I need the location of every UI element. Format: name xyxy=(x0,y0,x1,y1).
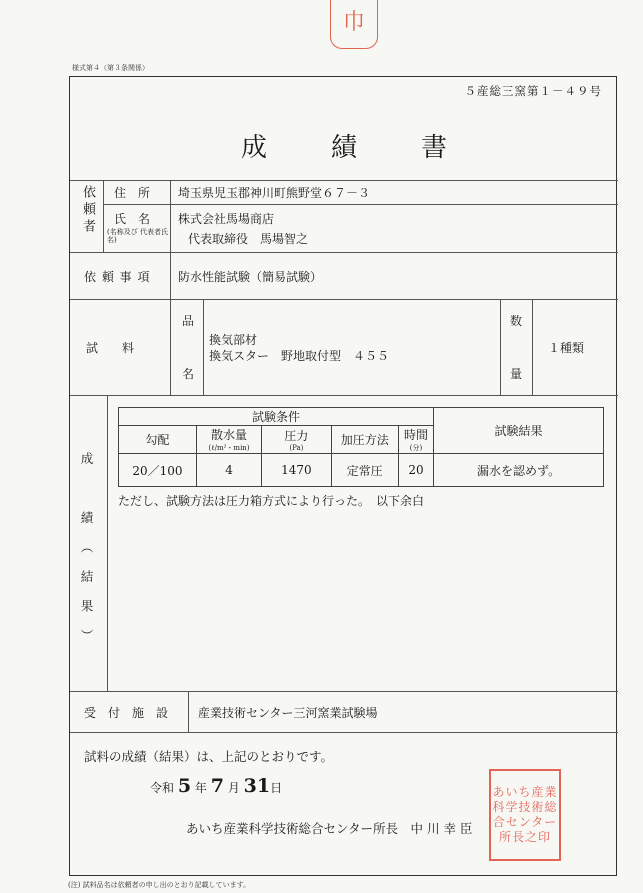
divider xyxy=(170,180,171,252)
divider xyxy=(70,395,618,396)
document-number: ５産総三窯第１－４９号 xyxy=(464,84,602,98)
representative-name: 代表取締役 馬場智之 xyxy=(188,232,309,246)
divider xyxy=(70,252,618,253)
result-value: 漏水を認めず。 xyxy=(434,454,604,487)
divider xyxy=(170,252,171,299)
divider xyxy=(103,204,618,205)
document-title xyxy=(70,127,618,164)
divider xyxy=(170,299,171,395)
reception-value: 産業技術センター三河窯業試験場 xyxy=(198,706,378,720)
sample-name-line2: 換気スター 野地取付型 ４５５ xyxy=(209,349,390,363)
divider xyxy=(70,732,618,733)
divider xyxy=(107,395,108,691)
reception-label: 受 付 施 設 xyxy=(84,706,169,720)
form-label: 様式第４（第３条関係） xyxy=(72,64,149,72)
table-cell: 4 xyxy=(196,454,261,487)
title-char: 成 xyxy=(240,133,267,163)
table-cell: 定常圧 xyxy=(331,454,398,487)
conditions-header: 試験条件 xyxy=(119,408,434,426)
address-label: 住 所 xyxy=(114,186,151,200)
column-header: 時間 (分) xyxy=(398,426,433,454)
results-section-label: 成 績（結果） xyxy=(79,452,94,659)
title-char: 書 xyxy=(421,133,448,163)
statement-text: 試料の成績（結果）は、上記のとおりです。 xyxy=(84,749,334,764)
quantity-value: １種類 xyxy=(548,341,585,355)
sample-mei: 名 xyxy=(182,367,195,381)
table-cell: 20 xyxy=(398,454,433,487)
company-name: 株式会社馬場商店 xyxy=(178,212,275,226)
divider xyxy=(103,180,104,252)
divider xyxy=(70,180,618,181)
address-value: 埼玉県児玉郡神川町熊野堂６７－３ xyxy=(178,186,371,200)
column-header: 圧力 (Pa) xyxy=(262,426,331,454)
title-char: 績 xyxy=(330,133,357,163)
divider xyxy=(70,299,618,300)
column-header: 勾配 xyxy=(119,426,197,454)
table-cell: 20／100 xyxy=(119,454,197,487)
results-note: ただし、試験方法は圧力箱方式により行った。 以下余白 xyxy=(118,494,425,508)
sample-name-line1: 換気部材 xyxy=(209,333,258,347)
requester-section-label: 依頼者 xyxy=(80,185,95,236)
column-header: 散水量 (ℓ/m²・min) xyxy=(196,426,261,454)
divider xyxy=(203,299,204,395)
official-seal-stamp: あいち産業 科学技術総 合センター 所長之印 xyxy=(489,769,561,861)
request-value: 防水性能試験（簡易試験） xyxy=(178,270,323,284)
request-label: 依 頼 事 項 xyxy=(84,270,151,284)
top-seal-stamp: 巾 xyxy=(330,0,378,49)
divider xyxy=(70,691,618,692)
sample-label: 試 料 xyxy=(86,341,135,355)
table-cell: 1470 xyxy=(262,454,331,487)
signatory: あいち産業科学技術総合センター所長 中 川 幸 臣 xyxy=(186,821,473,836)
test-results-table xyxy=(118,407,604,487)
issue-date: 令和 5 年 7 月 31日 xyxy=(150,775,283,797)
certificate-sheet xyxy=(69,76,617,876)
sample-hin: 品 xyxy=(182,314,195,328)
quantity-label-top: 数 xyxy=(510,314,523,328)
column-header: 加圧方法 xyxy=(331,426,398,454)
result-header: 試験結果 xyxy=(434,408,604,454)
name-sub-label: (名称及び 代表者氏名) xyxy=(107,228,168,244)
divider xyxy=(500,299,501,395)
name-label: 氏 名 xyxy=(114,212,151,226)
footnote: (注) 試料品名は依頼者の申し出のとおり記載しています。 xyxy=(68,881,251,889)
divider xyxy=(532,299,533,395)
quantity-label-bottom: 量 xyxy=(510,367,523,381)
divider xyxy=(188,691,189,732)
